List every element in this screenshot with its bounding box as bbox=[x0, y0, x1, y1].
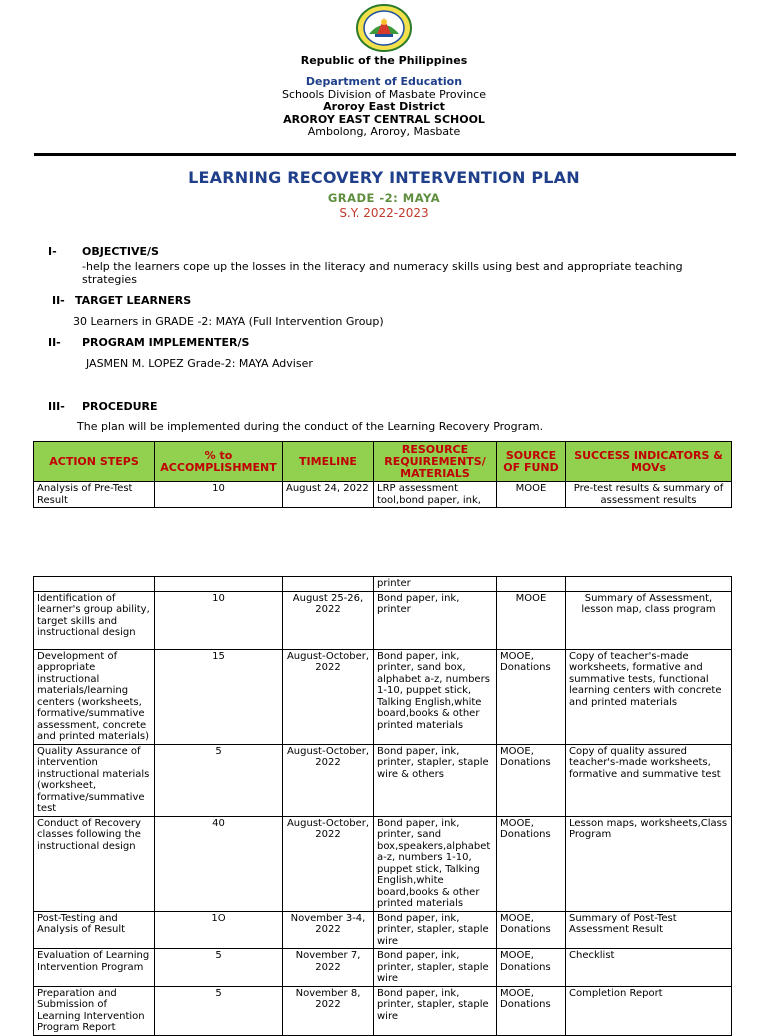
cell-resources: Bond paper, ink, printer, sand box, alphabet a-z, numbers 1-10, puppet stick, Talking English,white board,books & other printed materials bbox=[374, 649, 497, 744]
cell-fund: MOOE, Donations bbox=[497, 649, 566, 744]
cell-percent: 40 bbox=[155, 816, 283, 911]
cell-percent: 15 bbox=[155, 649, 283, 744]
republic-text: Republic of the Philippines bbox=[300, 54, 468, 67]
cell-percent: 5 bbox=[155, 986, 283, 1035]
procedure-number: III- bbox=[48, 400, 65, 413]
header-divider bbox=[34, 153, 736, 156]
table-row bbox=[34, 744, 732, 816]
cell-resources: LRP assessment tool,bond paper, ink, bbox=[374, 482, 497, 508]
header-action-steps: ACTION STEPS bbox=[34, 442, 155, 482]
school-year: S.Y. 2022-2023 bbox=[339, 206, 429, 220]
table-row bbox=[34, 949, 732, 987]
table-row bbox=[34, 816, 732, 911]
cell-fund: MOOE, Donations bbox=[497, 816, 566, 911]
cell-percent: 5 bbox=[155, 744, 283, 816]
header-resources: RESOURCE REQUIREMENTS/ MATERIALS bbox=[374, 442, 497, 482]
cell-fund: MOOE bbox=[497, 482, 566, 508]
cell-indicators: Pre-test results & summary of assessment results bbox=[566, 482, 732, 508]
plan-table-page2 bbox=[33, 576, 732, 1036]
table-row bbox=[34, 482, 732, 508]
school-name: AROROY EAST CENTRAL SCHOOL bbox=[283, 113, 485, 126]
table-row bbox=[34, 577, 732, 592]
cell-fund: MOOE, Donations bbox=[497, 986, 566, 1035]
table-row bbox=[34, 986, 732, 1035]
cell-action: Analysis of Pre-Test Result bbox=[34, 482, 155, 508]
cell-fund: MOOE, Donations bbox=[497, 744, 566, 816]
table-row bbox=[34, 649, 732, 744]
school-address: Ambolong, Aroroy, Masbate bbox=[307, 125, 461, 138]
cell-percent: 10 bbox=[155, 482, 283, 508]
target-text: 30 Learners in GRADE -2: MAYA (Full Intervention Group) bbox=[73, 315, 384, 328]
procedure-text: The plan will be implemented during the conduct of the Learning Recovery Program. bbox=[77, 420, 544, 433]
cell-resources: Bond paper, ink, printer, stapler, staple wire bbox=[374, 949, 497, 987]
cell-resources: printer bbox=[374, 577, 497, 592]
table-header-row bbox=[34, 442, 732, 482]
cell-indicators: Completion Report bbox=[566, 986, 732, 1035]
cell-fund: MOOE bbox=[497, 591, 566, 649]
implementer-heading: PROGRAM IMPLEMENTER/S bbox=[82, 336, 250, 349]
cell-percent: 1O bbox=[155, 911, 283, 949]
cell-timeline: August 25-26, 2022 bbox=[283, 591, 374, 649]
plan-table-page1 bbox=[33, 441, 732, 508]
cell-indicators: Copy of teacher's-made worksheets, formative and summative tests, functional learning centers with concrete and printed materials bbox=[566, 649, 732, 744]
cell-resources: Bond paper, ink, printer, stapler, staple wire & others bbox=[374, 744, 497, 816]
cell-action: Post-Testing and Analysis of Result bbox=[34, 911, 155, 949]
cell-action: Development of appropriate instructional materials/learning centers (worksheets, formative/summative assessment, concrete and printed materials) bbox=[34, 649, 155, 744]
objective-heading: OBJECTIVE/S bbox=[82, 245, 159, 258]
procedure-heading: PROCEDURE bbox=[82, 400, 158, 413]
cell-timeline: November 3-4, 2022 bbox=[283, 911, 374, 949]
cell-action: Identification of learner's group ability, target skills and instructional design bbox=[34, 591, 155, 649]
header-accomplishment: % to ACCOMPLISHMENT bbox=[155, 442, 283, 482]
grade-label: GRADE -2: MAYA bbox=[327, 191, 441, 205]
cell-percent: 10 bbox=[155, 591, 283, 649]
cell-resources: Bond paper, ink, printer bbox=[374, 591, 497, 649]
table-row bbox=[34, 591, 732, 649]
cell-resources: Bond paper, ink, printer, stapler, staple wire bbox=[374, 911, 497, 949]
cell-action: Evaluation of Learning Intervention Program bbox=[34, 949, 155, 987]
cell-indicators: Summary of Post-Test Assessment Result bbox=[566, 911, 732, 949]
objective-number: I- bbox=[48, 245, 57, 258]
target-number: II- bbox=[52, 294, 65, 307]
cell-indicators bbox=[566, 577, 732, 592]
target-heading: TARGET LEARNERS bbox=[75, 294, 192, 307]
cell-timeline bbox=[283, 577, 374, 592]
cell-action: Preparation and Submission of Learning Intervention Program Report bbox=[34, 986, 155, 1035]
district-text: Aroroy East District bbox=[323, 100, 445, 113]
table-row bbox=[34, 911, 732, 949]
header-source-of-fund: SOURCE OF FUND bbox=[497, 442, 566, 482]
cell-timeline: November 8, 2022 bbox=[283, 986, 374, 1035]
header-timeline: TIMELINE bbox=[283, 442, 374, 482]
cell-indicators: Summary of Assessment, lesson map, class program bbox=[566, 591, 732, 649]
cell-timeline: November 7, 2022 bbox=[283, 949, 374, 987]
cell-resources: Bond paper, ink, printer, sand box,speakers,alphabet a-z, numbers 1-10, puppet stick, Talking English,white board,books & other printed materials bbox=[374, 816, 497, 911]
implementer-text: JASMEN M. LOPEZ Grade-2: MAYA Adviser bbox=[86, 357, 313, 370]
cell-action bbox=[34, 577, 155, 592]
cell-fund: MOOE, Donations bbox=[497, 911, 566, 949]
division-text: Schools Division of Masbate Province bbox=[282, 88, 486, 101]
cell-indicators: Checklist bbox=[566, 949, 732, 987]
header-success-indicators: SUCCESS INDICATORS & MOVs bbox=[566, 442, 732, 482]
cell-percent bbox=[155, 577, 283, 592]
cell-indicators: Lesson maps, worksheets,Class Program bbox=[566, 816, 732, 911]
cell-indicators: Copy of quality assured teacher's-made worksheets, formative and summative test bbox=[566, 744, 732, 816]
objective-text: -help the learners cope up the losses in the literacy and numeracy skills using best and appropriate teaching strategies bbox=[82, 260, 683, 286]
implementer-number: II- bbox=[48, 336, 61, 349]
cell-timeline: August-October, 2022 bbox=[283, 816, 374, 911]
cell-fund bbox=[497, 577, 566, 592]
cell-timeline: August 24, 2022 bbox=[283, 482, 374, 508]
cell-action: Conduct of Recovery classes following the instructional design bbox=[34, 816, 155, 911]
deped-seal-icon bbox=[355, 4, 413, 52]
page-title: LEARNING RECOVERY INTERVENTION PLAN bbox=[188, 168, 580, 187]
cell-action: Quality Assurance of intervention instructional materials (worksheet, formative/summative test bbox=[34, 744, 155, 816]
cell-fund: MOOE, Donations bbox=[497, 949, 566, 987]
cell-timeline: August-October, 2022 bbox=[283, 649, 374, 744]
cell-resources: Bond paper, ink, printer, stapler, staple wire bbox=[374, 986, 497, 1035]
cell-percent: 5 bbox=[155, 949, 283, 987]
cell-timeline: August-October, 2022 bbox=[283, 744, 374, 816]
department-text: Department of Education bbox=[305, 75, 463, 88]
